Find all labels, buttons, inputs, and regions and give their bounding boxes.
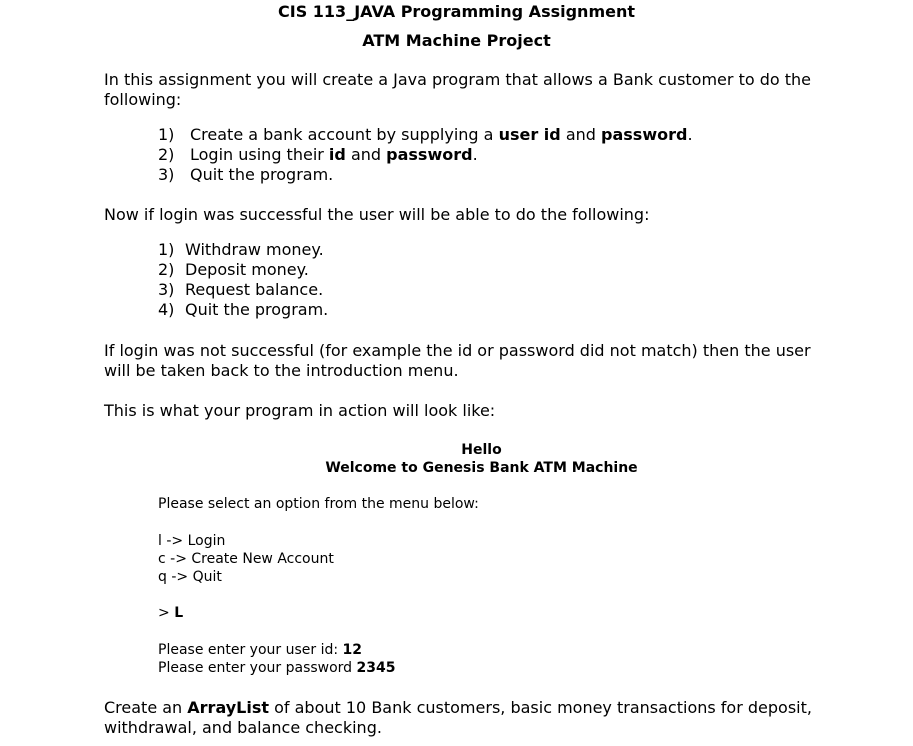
- list-item-number: 2): [158, 260, 175, 279]
- list-item-number: 3): [158, 280, 175, 299]
- list-item-bold: user id: [498, 125, 561, 144]
- list-item-text: and: [560, 125, 602, 144]
- list-item: [158, 125, 693, 145]
- list-item-number: 1): [158, 240, 175, 259]
- sample-password-value: 2345: [356, 660, 396, 676]
- sample-hello-heading: Hello: [461, 442, 502, 458]
- list-item-text: Quit the program.: [185, 300, 329, 319]
- closing-text: Create an: [104, 698, 188, 717]
- intro-paragraph: In this assignment you will create a Java program that allows a Bank customer to do the following:: [104, 70, 811, 109]
- list-item-text: Quit the program.: [190, 165, 334, 184]
- sample-option-create: c -> Create New Account: [158, 551, 334, 567]
- sample-welcome-heading: Welcome to Genesis Bank ATM Machine: [325, 460, 638, 476]
- list-item: [158, 165, 693, 185]
- list-item-number: 4): [158, 300, 175, 319]
- list-item-text: .: [687, 125, 693, 144]
- preview-paragraph: This is what your program in action will look like:: [104, 401, 496, 420]
- list-item-text: .: [472, 145, 478, 164]
- closing-paragraph: [104, 698, 824, 738]
- transaction-menu-list: [158, 240, 328, 320]
- list-item-text: and: [345, 145, 387, 164]
- login-fail-paragraph: If login was not successful (for example the id or password did not match) then the user will be taken back to the introduction menu.: [104, 341, 811, 380]
- document-title: CIS 113_JAVA Programming Assignment: [278, 2, 635, 21]
- list-item-number: 1): [158, 125, 175, 144]
- list-item-text: Login using their: [190, 145, 329, 164]
- sample-password-prompt: Please enter your password: [158, 660, 357, 676]
- sample-userid-line: [158, 641, 362, 659]
- list-item-text: Create a bank account by supplying a: [190, 125, 499, 144]
- list-item-bold: password: [386, 145, 473, 164]
- list-item: [158, 240, 328, 260]
- list-item-text: Deposit money.: [185, 260, 309, 279]
- list-item: [158, 145, 693, 165]
- sample-userid-value: 12: [342, 642, 363, 658]
- list-item-bold: password: [601, 125, 688, 144]
- sample-input-line: [158, 604, 183, 622]
- sample-input-value: L: [174, 605, 184, 621]
- list-item: [158, 280, 328, 300]
- sample-menu-prompt: Please select an option from the menu below:: [158, 496, 479, 512]
- sample-prompt-char: >: [158, 605, 175, 621]
- list-item-number: 2): [158, 145, 175, 164]
- sample-userid-prompt: Please enter your user id:: [158, 642, 343, 658]
- sample-option-quit: q -> Quit: [158, 569, 222, 585]
- sample-password-line: [158, 659, 396, 677]
- document-subtitle: ATM Machine Project: [362, 31, 551, 50]
- after-login-paragraph: Now if login was successful the user will be able to do the following:: [104, 205, 650, 224]
- account-menu-list: [158, 125, 693, 185]
- sample-option-login: l -> Login: [158, 533, 226, 549]
- list-item-bold: id: [328, 145, 346, 164]
- list-item-text: Withdraw money.: [185, 240, 324, 259]
- list-item-number: 3): [158, 165, 175, 184]
- list-item-text: Request balance.: [185, 280, 324, 299]
- list-item: [158, 260, 328, 280]
- closing-bold: ArrayList: [187, 698, 270, 717]
- list-item: [158, 300, 328, 320]
- closing-text: of about 10 Bank customers, basic money transactions for deposit, withdrawal, and balance checking.: [104, 698, 812, 737]
